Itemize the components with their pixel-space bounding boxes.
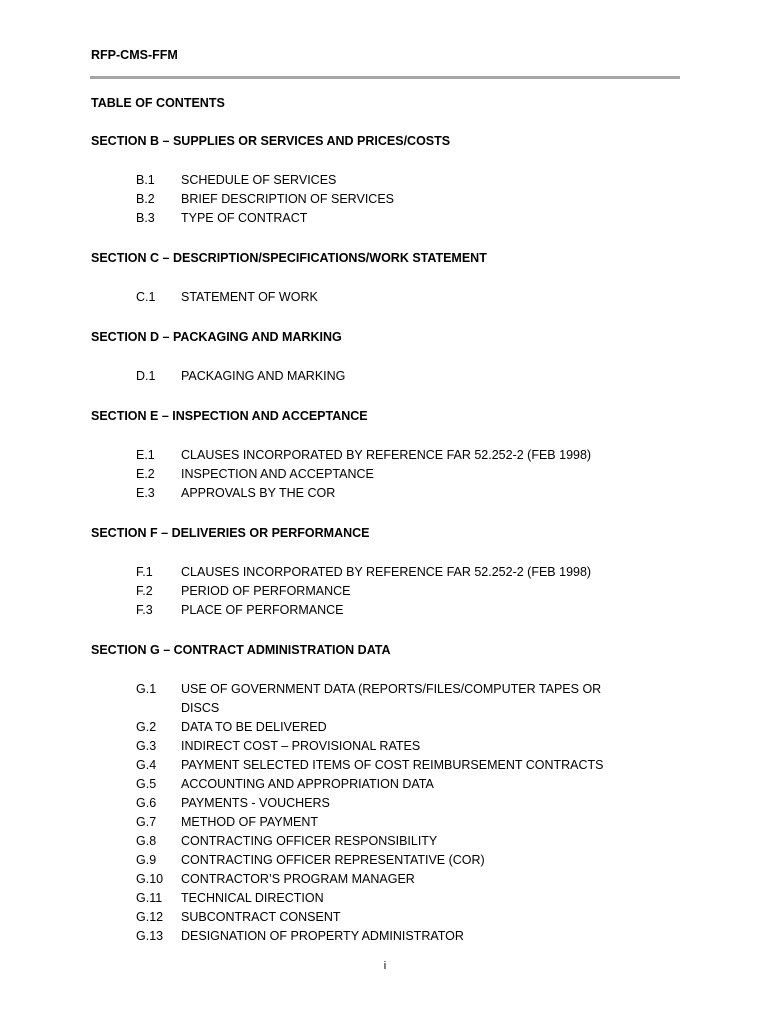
toc-item [91, 756, 691, 775]
toc-item-number: G.3 [136, 739, 157, 753]
page-number: i [383, 960, 387, 972]
toc-section [91, 250, 691, 307]
toc-item-title: INDIRECT COST – PROVISIONAL RATES [181, 739, 421, 753]
section-item-list [91, 563, 691, 620]
toc-item-title: APPROVALS BY THE COR [181, 486, 336, 500]
toc-item [91, 718, 691, 737]
toc-section [91, 408, 691, 503]
toc-item-number: E.2 [136, 467, 155, 481]
toc-item-number: G.6 [136, 796, 157, 810]
toc-item-number: G.7 [136, 815, 157, 829]
toc-item-title: TECHNICAL DIRECTION [181, 891, 324, 905]
toc-item [91, 563, 691, 582]
toc-item-title: BRIEF DESCRIPTION OF SERVICES [181, 192, 395, 206]
toc-item-number: G.13 [136, 929, 164, 943]
toc-item-number: D.1 [136, 369, 156, 383]
toc-item-title: PACKAGING AND MARKING [181, 369, 346, 383]
toc-item-title: CLAUSES INCORPORATED BY REFERENCE FAR 52.252-2 (FEB 1998) [181, 448, 592, 462]
toc-item [91, 889, 691, 908]
toc-item-number: E.1 [136, 448, 155, 462]
toc-item [91, 737, 691, 756]
toc-section [91, 642, 691, 946]
toc-item-title: ACCOUNTING AND APPROPRIATION DATA [181, 777, 434, 791]
toc-item [91, 465, 691, 484]
toc-item-title: CONTRACTOR’S PROGRAM MANAGER [181, 872, 415, 886]
toc-item-title: METHOD OF PAYMENT [181, 815, 319, 829]
toc-item-title: SUBCONTRACT CONSENT [181, 910, 341, 924]
table-of-contents [91, 95, 691, 968]
toc-item-title: DESIGNATION OF PROPERTY ADMINISTRATOR [181, 929, 464, 943]
toc-item-title: CLAUSES INCORPORATED BY REFERENCE FAR 52.252-2 (FEB 1998) [181, 565, 592, 579]
toc-section [91, 329, 691, 386]
toc-item [91, 446, 691, 465]
section-heading: SECTION D – PACKAGING AND MARKING [91, 330, 342, 344]
section-item-list [91, 367, 691, 386]
toc-item-title: STATEMENT OF WORK [181, 290, 318, 304]
toc-item-title: PAYMENT SELECTED ITEMS OF COST REIMBURSEMENT CONTRACTS [181, 758, 604, 772]
section-heading: SECTION C – DESCRIPTION/SPECIFICATIONS/WORK STATEMENT [91, 251, 487, 265]
toc-item-number: G.12 [136, 910, 164, 924]
toc-item-number: G.8 [136, 834, 157, 848]
toc-item [91, 794, 691, 813]
toc-title: TABLE OF CONTENTS [91, 96, 225, 110]
section-heading: SECTION G – CONTRACT ADMINISTRATION DATA [91, 643, 391, 657]
section-item-list [91, 446, 691, 503]
toc-item-number: G.4 [136, 758, 157, 772]
toc-item-number: F.2 [136, 584, 153, 598]
toc-item-title: CONTRACTING OFFICER REPRESENTATIVE (COR) [181, 853, 485, 867]
toc-item-number: E.3 [136, 486, 155, 500]
toc-item [91, 582, 691, 601]
toc-item-number: G.1 [136, 682, 157, 696]
toc-item-title: CONTRACTING OFFICER RESPONSIBILITY [181, 834, 438, 848]
toc-item-number: B.1 [136, 173, 155, 187]
toc-item-number: G.9 [136, 853, 157, 867]
toc-item [91, 190, 691, 209]
toc-item-title: SCHEDULE OF SERVICES [181, 173, 337, 187]
toc-section [91, 525, 691, 620]
toc-item [91, 813, 691, 832]
toc-item [91, 209, 691, 228]
toc-item-number: G.2 [136, 720, 157, 734]
toc-item-number: F.1 [136, 565, 153, 579]
toc-item-number: G.10 [136, 872, 164, 886]
toc-item [91, 680, 691, 718]
toc-item [91, 601, 691, 620]
toc-item-title: TYPE OF CONTRACT [181, 211, 308, 225]
section-item-list [91, 288, 691, 307]
toc-item [91, 832, 691, 851]
toc-item [91, 171, 691, 190]
toc-item-number: C.1 [136, 290, 156, 304]
toc-item [91, 367, 691, 386]
toc-item-number: B.3 [136, 211, 155, 225]
toc-item-number: F.3 [136, 603, 153, 617]
toc-item-number: B.2 [136, 192, 155, 206]
toc-item [91, 484, 691, 503]
toc-item-number: G.11 [136, 891, 163, 905]
toc-item [91, 870, 691, 889]
toc-item-title: PERIOD OF PERFORMANCE [181, 584, 351, 598]
document-id-header: RFP-CMS-FFM [91, 48, 178, 62]
toc-item [91, 775, 691, 794]
toc-sections [91, 133, 691, 946]
toc-item-title: INSPECTION AND ACCEPTANCE [181, 467, 374, 481]
toc-item [91, 908, 691, 927]
toc-item-number: G.5 [136, 777, 157, 791]
toc-item-title: DATA TO BE DELIVERED [181, 720, 327, 734]
toc-item [91, 927, 691, 946]
toc-section [91, 133, 691, 228]
section-item-list [91, 171, 691, 228]
section-heading: SECTION E – INSPECTION AND ACCEPTANCE [91, 409, 368, 423]
toc-item-title: PLACE OF PERFORMANCE [181, 603, 344, 617]
section-heading: SECTION F – DELIVERIES OR PERFORMANCE [91, 526, 370, 540]
header-divider [90, 76, 680, 79]
section-heading: SECTION B – SUPPLIES OR SERVICES AND PRICES/COSTS [91, 134, 451, 148]
toc-item-title: USE OF GOVERNMENT DATA (REPORTS/FILES/COMPUTER TAPES OR DISCS [181, 682, 602, 715]
toc-item-title: PAYMENTS - VOUCHERS [181, 796, 330, 810]
section-item-list [91, 680, 691, 946]
toc-item [91, 288, 691, 307]
toc-item [91, 851, 691, 870]
